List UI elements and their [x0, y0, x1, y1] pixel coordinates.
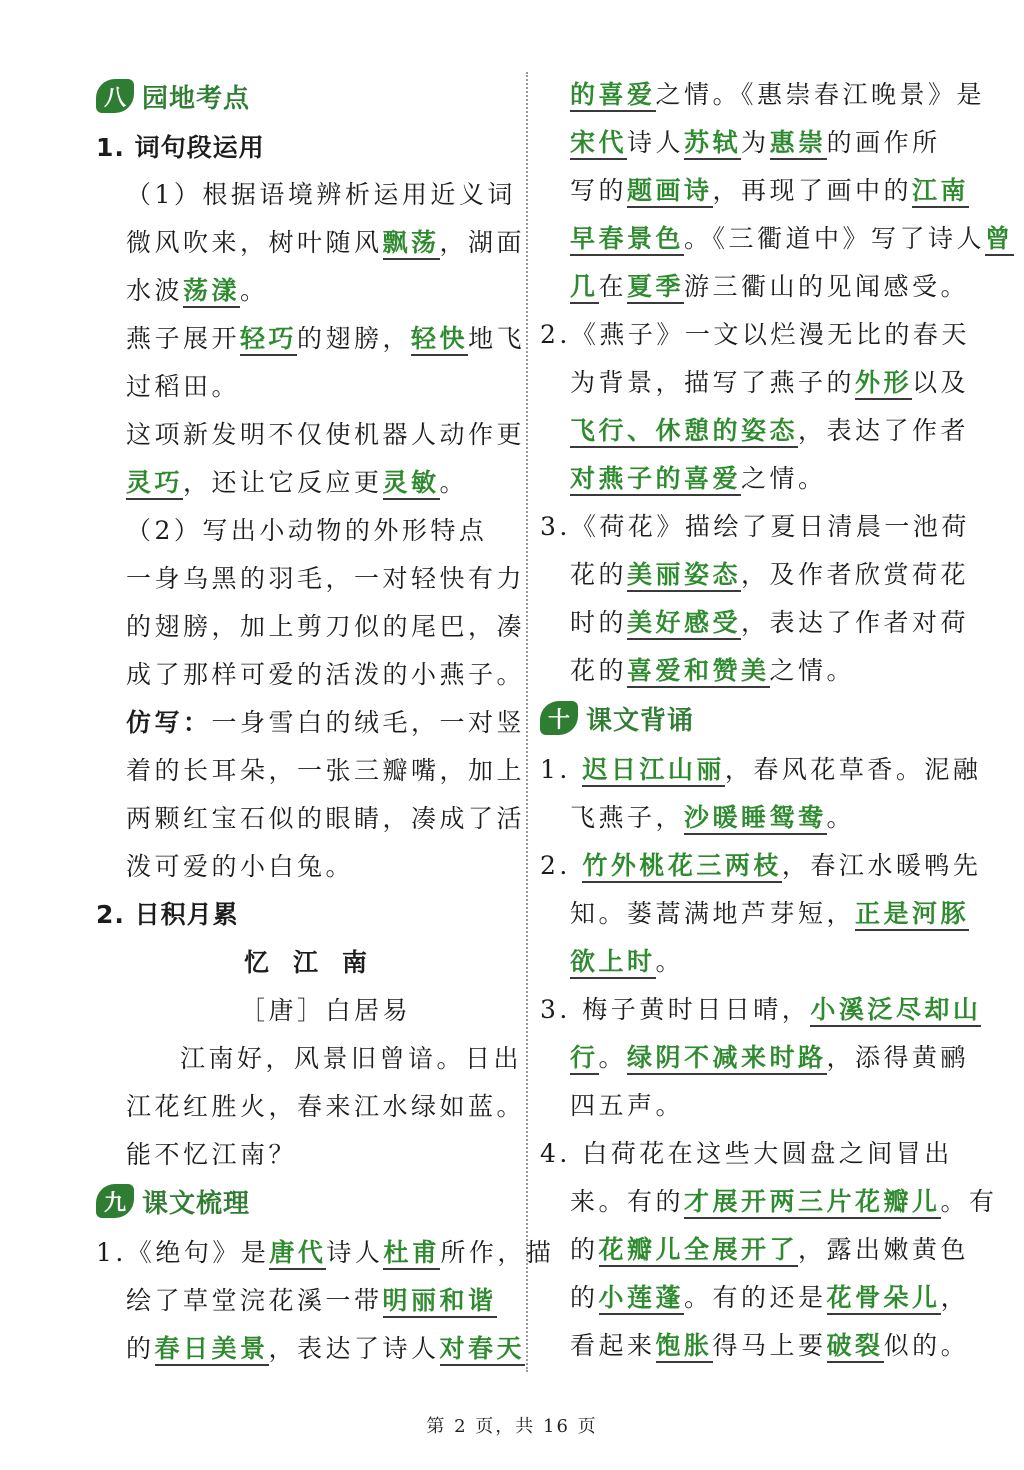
- text: 燕子展开: [126, 324, 241, 353]
- text: 的: [126, 1334, 155, 1363]
- answer: 轻快: [411, 324, 468, 356]
- page-footer: 第 2 页，共 16 页: [426, 1416, 598, 1437]
- text-line: 着的长耳朵，一张三瓣嘴，加上: [126, 756, 526, 785]
- answer: 宋代: [570, 128, 627, 160]
- text: 之情。: [769, 656, 856, 685]
- text: 为: [741, 128, 770, 157]
- section-9-header: [96, 1181, 250, 1221]
- answer: 江南: [912, 176, 969, 208]
- text: 的画作所: [826, 128, 941, 157]
- text: 所作，描: [440, 1238, 555, 1267]
- text: 。《三衢道中》写了诗人: [684, 224, 986, 253]
- text: 。有: [940, 1187, 998, 1216]
- text-line: [570, 896, 969, 932]
- text-line: [570, 557, 969, 593]
- text: ，表达了作者: [798, 416, 970, 445]
- answer: 美好感受: [627, 608, 741, 640]
- text: 。: [439, 468, 469, 497]
- text: 看起来: [570, 1331, 656, 1360]
- text-line: [570, 1184, 998, 1220]
- text-line: [570, 1328, 969, 1364]
- section-8-badge: 八: [96, 79, 134, 113]
- section-8-header: [96, 76, 250, 116]
- text: 2.: [540, 851, 583, 880]
- text-line: [570, 1280, 969, 1316]
- answer: 题画诗: [627, 176, 713, 208]
- text-line: 两颗红宝石似的眼睛，凑成了活: [126, 804, 526, 833]
- text: ，春风花草香。泥融: [724, 755, 982, 784]
- text: 1.: [540, 755, 583, 784]
- question-1-title: 1. 词句段运用: [96, 133, 265, 162]
- answer: 荡漾: [183, 276, 240, 308]
- text-line: [126, 321, 525, 357]
- answer: 小溪泛尽却山: [810, 995, 981, 1027]
- text-line: [570, 269, 969, 305]
- section-10-title: 课文背诵: [586, 705, 695, 736]
- text-line: [126, 225, 525, 261]
- text-line: （2）写出小动物的外形特点: [126, 516, 488, 545]
- text: 来。有的: [570, 1187, 685, 1216]
- answer: 惠崇: [770, 128, 827, 160]
- text: 之情。《惠崇春江晚景》是: [655, 80, 986, 109]
- poem-line: 能不忆江南？: [126, 1140, 298, 1169]
- text: ，表达了作者对荷: [741, 608, 970, 637]
- answer: 早春景色: [570, 224, 684, 256]
- text: 一身雪白的绒毛，一对竖: [211, 708, 526, 737]
- text-line: （1）根据语境辨析运用近义词: [126, 180, 516, 209]
- answer: 正是河豚: [855, 899, 969, 931]
- text-line: 一身乌黑的羽毛，一对轻快有力: [126, 564, 526, 593]
- poem-title: 忆江南: [244, 948, 392, 977]
- text-line: [540, 848, 981, 884]
- answer: 灵巧: [126, 468, 183, 500]
- text-line: [570, 173, 969, 209]
- section-9-title: 课文梳理: [142, 1188, 251, 1219]
- text: 在: [598, 272, 628, 301]
- text: 水波: [126, 276, 184, 305]
- text: 。: [826, 803, 856, 832]
- text: 。: [655, 947, 685, 976]
- column-divider: [526, 72, 528, 1372]
- answer: 轻巧: [240, 324, 297, 356]
- answer: 春日美景: [155, 1334, 269, 1366]
- text: 的: [570, 1235, 599, 1264]
- text: 知。蒌蒿满地芦芽短，: [570, 899, 856, 928]
- text: 花的: [570, 656, 628, 685]
- text: 得马上要: [712, 1331, 827, 1360]
- poem-line: 江花红胜火，春来江水绿如蓝。: [126, 1092, 526, 1121]
- text-line: [540, 752, 981, 788]
- text: ，添得黄鹂: [826, 1043, 970, 1072]
- text-line: [126, 705, 525, 741]
- text: 花的: [570, 560, 628, 589]
- text-line: [570, 605, 969, 641]
- text: 为背景，描写了燕子的: [570, 368, 856, 397]
- text: ，及作者欣赏荷花: [741, 560, 970, 589]
- text: 之情。: [741, 464, 827, 493]
- answer: 曾: [985, 224, 1014, 256]
- text: 时的: [570, 608, 628, 637]
- text-line: [126, 465, 468, 501]
- answer: 飘荡: [383, 228, 440, 260]
- text-line: 成了那样可爱的活泼的小燕子。: [126, 660, 526, 689]
- answer: 对燕子的喜爱: [570, 464, 741, 496]
- text-line: [570, 944, 684, 980]
- text: ，: [940, 1283, 970, 1312]
- text-line: [570, 221, 1014, 257]
- text: 诗人: [627, 128, 685, 157]
- text: ，还让它反应更: [183, 468, 383, 497]
- answer: 沙暖睡鸳鸯: [684, 803, 827, 835]
- text: 游三衢山的见闻感受。: [684, 272, 970, 301]
- section-8-title: 园地考点: [142, 83, 251, 114]
- text: 3. 梅子黄时日日晴，: [540, 995, 811, 1024]
- text-line: [570, 413, 969, 449]
- answer: 外形: [855, 368, 912, 400]
- text-line: [126, 1283, 497, 1319]
- answer: 明丽和谐: [383, 1286, 497, 1318]
- text: 绘了草堂浣花溪一带: [126, 1286, 383, 1315]
- text: ，春江水暖鸭先: [781, 851, 982, 880]
- text: 。: [240, 276, 269, 305]
- answer: 唐代: [269, 1238, 326, 1270]
- answer: 飞行、休憩的姿态: [570, 416, 798, 448]
- text-line: 4. 白荷花在这些大圆盘之间冒出: [540, 1139, 953, 1168]
- text-line: 四五声。: [570, 1091, 685, 1120]
- text: 飞燕子，: [570, 803, 685, 832]
- text: 的翅膀，: [297, 324, 412, 353]
- section-10-header: [540, 698, 694, 738]
- text-line: 过稻田。: [126, 372, 241, 401]
- answer: 行: [570, 1043, 599, 1075]
- text-line: [126, 273, 269, 309]
- text: 诗人: [326, 1238, 384, 1267]
- poem-author: ［唐］白居易: [240, 996, 412, 1025]
- text: 微风吹来，树叶随风: [126, 228, 383, 257]
- text: ，再现了画中的: [712, 176, 913, 205]
- text-line: 2.《燕子》一文以烂漫无比的春天: [540, 320, 970, 349]
- text-line: 3.《荷花》描绘了夏日清晨一池荷: [540, 512, 970, 541]
- answer: 几: [570, 272, 599, 304]
- text: 写的: [570, 176, 628, 205]
- answer: 破裂: [827, 1331, 884, 1363]
- text: 。: [598, 1043, 628, 1072]
- text: ，湖面: [439, 228, 526, 257]
- answer: 花瓣儿全展开了: [599, 1235, 799, 1267]
- answer: 饱胀: [656, 1331, 713, 1363]
- poem-line: 江南好，风景旧曾谙。日出: [180, 1044, 523, 1073]
- text-line: [96, 1235, 554, 1271]
- text-line: [570, 77, 985, 113]
- label: 仿写：: [126, 708, 212, 737]
- text-line: 的翅膀，加上剪刀似的尾巴，凑: [126, 612, 526, 641]
- section-10-badge: 十: [540, 701, 578, 735]
- text: 地飞: [468, 324, 526, 353]
- text-line: [570, 1232, 969, 1268]
- text-line: [570, 1040, 969, 1076]
- section-9-badge: 九: [96, 1184, 134, 1218]
- text-line: [570, 365, 969, 401]
- text: 1.《绝句》是: [96, 1238, 270, 1267]
- answer: 欲上时: [570, 947, 656, 979]
- answer: 小莲蓬: [599, 1283, 685, 1315]
- answer: 苏轼: [684, 128, 741, 160]
- answer: 才展开两三片花瓣儿: [684, 1187, 941, 1219]
- answer: 对春天: [440, 1334, 526, 1366]
- answer: 喜爱和赞美: [627, 656, 770, 688]
- text-line: 泼可爱的小白兔。: [126, 852, 355, 881]
- text-line: [570, 800, 855, 836]
- question-2-title: 2. 日积月累: [96, 900, 239, 929]
- text-line: [570, 125, 941, 161]
- answer: 夏季: [627, 272, 684, 304]
- answer: 竹外桃花三两枝: [582, 851, 782, 883]
- text: 。有的还是: [684, 1283, 827, 1312]
- text-line: [126, 1331, 525, 1367]
- text: 以及: [912, 368, 970, 397]
- answer: 杜甫: [383, 1238, 440, 1270]
- answer: 美丽姿态: [627, 560, 741, 592]
- answer: 花骨朵儿: [827, 1283, 941, 1315]
- answer: 灵敏: [383, 468, 440, 500]
- text-line: 这项新发明不仅使机器人动作更: [126, 420, 526, 449]
- text: ，露出嫩黄色: [798, 1235, 970, 1264]
- text: 似的。: [883, 1331, 970, 1360]
- text: 的: [570, 1283, 599, 1312]
- answer: 的喜爱: [570, 80, 656, 112]
- answer: 绿阴不减来时路: [627, 1043, 827, 1075]
- answer: 迟日江山丽: [582, 755, 725, 787]
- text: ，表达了诗人: [268, 1334, 440, 1363]
- text-line: [540, 992, 981, 1028]
- text-line: [570, 653, 855, 689]
- text-line: [570, 461, 827, 497]
